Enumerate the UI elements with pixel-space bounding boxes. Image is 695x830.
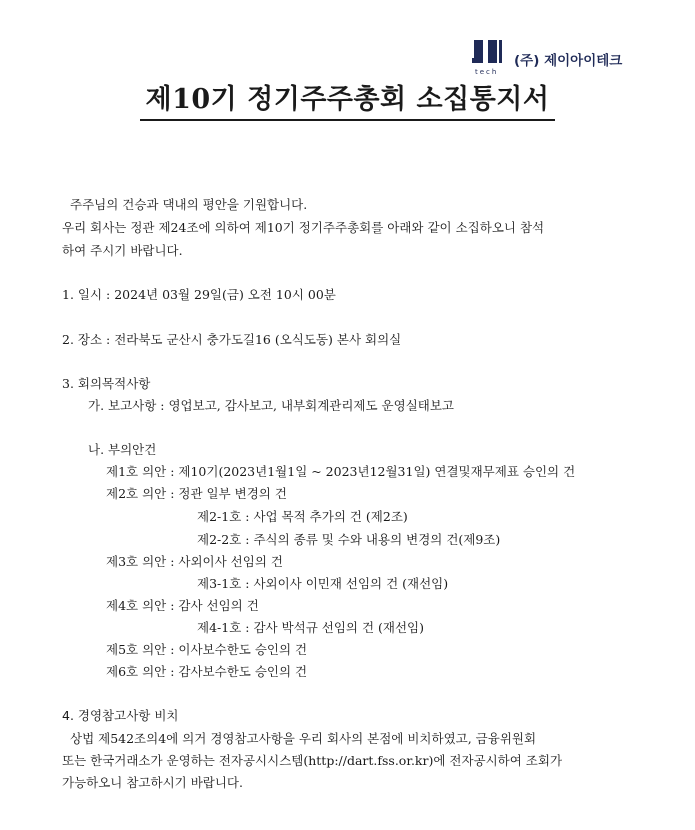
agenda-text: 정관 일부 변경의 건 bbox=[178, 486, 287, 501]
report-items: 가. 보고사항 : 영업보고, 감사보고, 내부회계관리제도 운영실태보고 bbox=[88, 398, 454, 413]
agenda-text: 감사 선임의 건 bbox=[178, 598, 259, 613]
reference-line-3: 가능하오니 참고하시기 바랍니다. bbox=[62, 775, 243, 790]
agenda-label: 제2호 의안 : bbox=[106, 486, 179, 501]
intro-line-1: 주주님의 건승과 댁내의 평안을 기원합니다. bbox=[70, 197, 308, 212]
resolution-heading: 나. 부의안건 bbox=[88, 442, 157, 457]
reference-heading: 4. 경영참고사항 비치 bbox=[62, 708, 179, 723]
intro-line-2: 우리 회사는 정관 제24조에 의하여 제10기 정기주주총회를 아래와 같이 소집하오니 참석 bbox=[62, 220, 545, 235]
page-title: 제10기 정기주주총회 소집통지서 bbox=[140, 83, 556, 121]
agenda-text: 사외이사 선임의 건 bbox=[178, 554, 283, 569]
agenda-subitem: 제2-2호 : 주식의 종류 및 수와 내용의 변경의 건(제9조) bbox=[197, 532, 501, 547]
reference-line-1: 상법 제542조의4에 의거 경영참고사항을 우리 회사의 본점에 비치하였고, 금융위원회 bbox=[70, 731, 537, 746]
agenda-subitem: 제2-1호 : 사업 목적 추가의 건 (제2조) bbox=[197, 509, 408, 524]
agenda-item bbox=[106, 597, 259, 614]
agenda-label: 제5호 의안 : bbox=[106, 642, 179, 657]
agenda-subitem: 제4-1호 : 감사 박석규 선임의 건 (재선임) bbox=[197, 620, 424, 635]
agenda-text: 감사보수한도 승인의 건 bbox=[178, 664, 308, 679]
ji-tech-logo-icon bbox=[472, 40, 512, 68]
agenda-text: 이사보수한도 승인의 건 bbox=[178, 642, 308, 657]
meeting-datetime: 1. 일시 : 2024년 03월 29일(금) 오전 10시 00분 bbox=[62, 287, 336, 302]
intro-line-3: 하여 주시기 바랍니다. bbox=[62, 243, 183, 258]
reference-line-2: 또는 한국거래소가 운영하는 전자공시시스템(http://dart.fss.or.kr)에 전자공시하여 조회가 bbox=[62, 753, 563, 768]
agenda-section-heading: 3. 회의목적사항 bbox=[62, 376, 151, 391]
agenda-label: 제3호 의안 : bbox=[106, 554, 179, 569]
agenda-subitem: 제3-1호 : 사외이사 이민재 선임의 건 (재선임) bbox=[197, 576, 449, 591]
agenda-item bbox=[106, 663, 307, 680]
agenda-item bbox=[106, 641, 307, 658]
agenda-text: 제10기(2023년1월1일 ~ 2023년12월31일) 연결및재무제표 승인의 건 bbox=[178, 464, 576, 479]
agenda-label: 제1호 의안 : bbox=[106, 464, 179, 479]
logo-subtitle: tech bbox=[475, 68, 499, 76]
meeting-location: 2. 장소 : 전라북도 군산시 충가도길16 (오식도동) 본사 회의실 bbox=[62, 332, 402, 347]
agenda-item bbox=[106, 485, 287, 502]
company-name: (주) 제이아이테크 bbox=[514, 53, 623, 69]
agenda-label: 제4호 의안 : bbox=[106, 598, 179, 613]
agenda-item bbox=[106, 553, 283, 570]
title-container bbox=[0, 83, 695, 121]
company-logo bbox=[472, 40, 632, 80]
agenda-item bbox=[106, 463, 575, 480]
agenda-label: 제6호 의안 : bbox=[106, 664, 179, 679]
